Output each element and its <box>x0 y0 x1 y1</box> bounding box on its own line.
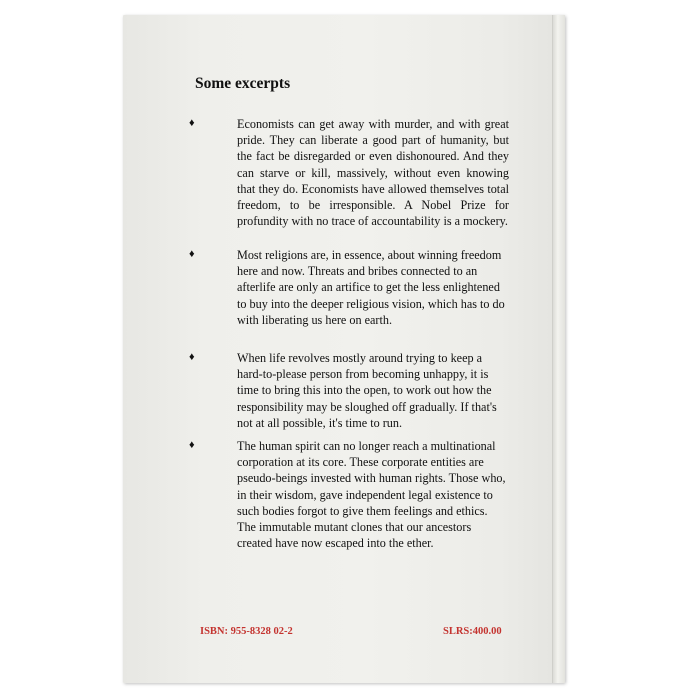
excerpt-text: Economists can get away with murder, and with great pride. They can liberate a good part of humanity, but the fact be disregarded or even dishonoured. And they can starve or kill, massively, without even knowing that they do. Economists have allowed themselves total freedom, to be irresponsible. A Nobel Prize for profundity with no trace of accountability is a mockery. <box>237 117 509 229</box>
diamond-bullet-icon: ♦ <box>189 439 195 451</box>
excerpt-text: The human spirit can no longer reach a multinational corporation at its core. These corporate entities are pseudo-beings invested with human rights. Those who, in their wisdom, gave independent legal existence to such bodies forgot to give them feelings and ethics. The immutable mutant clones that our ancestors created have now escaped into the ether. <box>237 439 506 551</box>
book-back-cover <box>123 15 565 683</box>
cover-content <box>123 15 553 683</box>
excerpt-text: When life revolves mostly around trying to keep a hard-to-please person from becoming unhappy, it is time to bring this into the open, to work out how the responsibility may be sloughed off gradually. If that's not at all possible, it's time to run. <box>237 351 497 430</box>
section-heading: Some excerpts <box>195 75 291 92</box>
diamond-bullet-icon: ♦ <box>189 351 195 363</box>
excerpt-item <box>189 438 509 551</box>
excerpt-item <box>189 116 509 229</box>
excerpt-text: Most religions are, in essence, about winning freedom here and now. Threats and bribes connected to an afterlife are only an artifice to get the less enlightened to buy into the deeper religious vision, which has to do with liberating us here on earth. <box>237 248 505 327</box>
book-spine <box>552 15 565 683</box>
diamond-bullet-icon: ♦ <box>189 248 195 260</box>
diamond-bullet-icon: ♦ <box>189 117 195 129</box>
excerpt-item <box>189 247 509 328</box>
excerpt-item <box>189 350 509 431</box>
price-label: SLRS:400.00 <box>443 626 502 637</box>
isbn-label: ISBN: 955-8328 02-2 <box>200 626 293 637</box>
